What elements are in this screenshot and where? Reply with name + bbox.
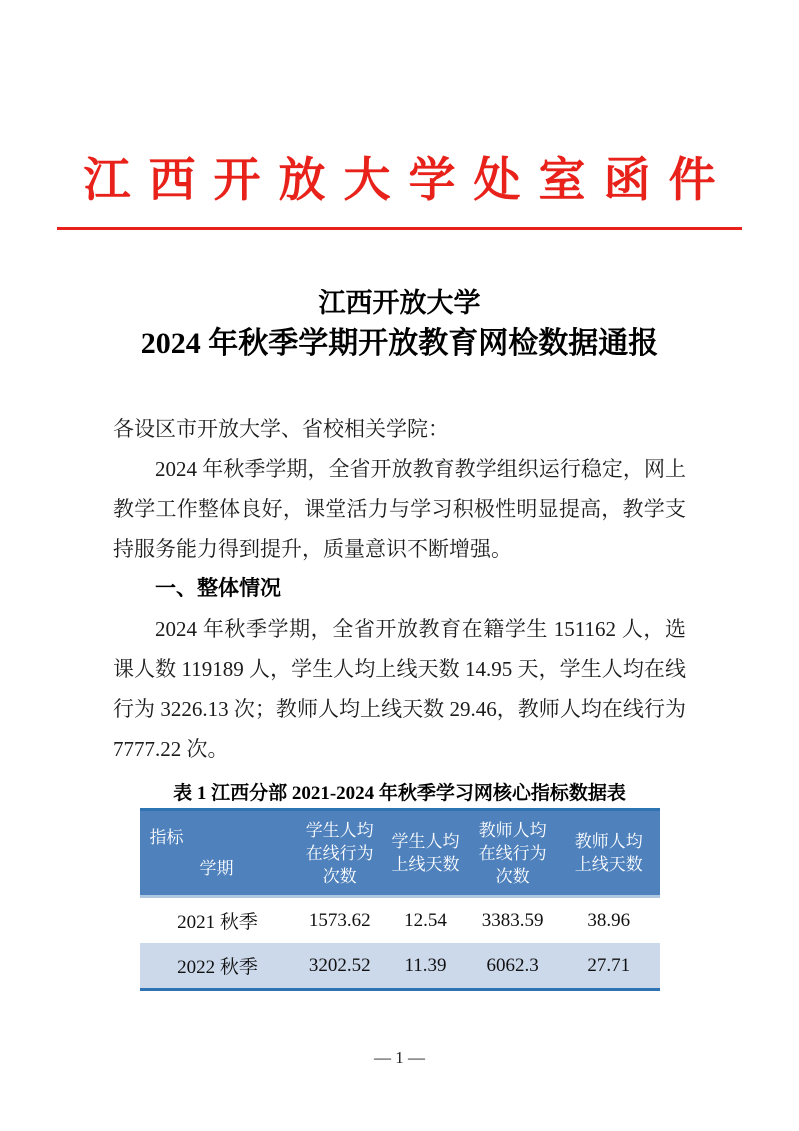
cell-teacher-actions: 6062.3 xyxy=(486,954,539,976)
header-student-online-days: 学生人均 上线天数 xyxy=(391,832,460,874)
core-indicators-table xyxy=(140,808,660,991)
table-row-2021 xyxy=(140,897,660,944)
cell-student-actions: 1573.62 xyxy=(308,909,371,931)
table-header-row xyxy=(140,810,660,897)
cell-teacher-days: 27.71 xyxy=(587,954,631,976)
cell-student-days: 11.39 xyxy=(404,954,447,976)
header-corner-cell xyxy=(140,810,296,897)
doc-title xyxy=(0,286,799,364)
cell-teacher-actions: 3383.59 xyxy=(481,909,544,931)
cell-teacher-days: 38.96 xyxy=(587,909,631,931)
body-text xyxy=(113,409,686,769)
section-heading-overall: 一、整体情况 xyxy=(155,577,281,600)
table-row-2022 xyxy=(140,943,660,990)
salutation: 各设区市开放大学、省校相关学院： xyxy=(113,417,449,441)
table-header xyxy=(140,810,660,897)
doc-title-line2: 2024 年秋季学期开放教育网检数据通报 xyxy=(140,327,659,360)
header-student-online-actions: 学生人均 在线行为 次数 xyxy=(305,820,374,886)
header-teacher-online-days: 教师人均 上线天数 xyxy=(574,832,643,874)
paragraph-overview: 2024 年秋季学期，全省开放教育教学组织运行稳定，网上教学工作整体良好，课堂活力与学习积极性明显提高，教学支持服务能力得到提升，质量意识不断增强。 xyxy=(113,457,686,561)
header-corner-indicator-label: 指标 xyxy=(149,828,184,847)
letterhead-title: 江西开放大学处室函件 xyxy=(83,155,734,207)
cell-student-days: 12.54 xyxy=(404,909,447,931)
page-number: — 1 — xyxy=(374,1048,425,1067)
doc-title-line1: 江西开放大学 xyxy=(318,288,481,318)
table-caption: 表 1 江西分部 2021-2024 年秋季学习网核心指标数据表 xyxy=(173,783,626,804)
cell-semester: 2022 秋季 xyxy=(177,957,258,978)
header-corner-semester-label: 学期 xyxy=(199,859,234,878)
letterhead-rule xyxy=(57,227,742,230)
cell-semester: 2021 秋季 xyxy=(177,912,258,933)
header-teacher-online-actions: 教师人均 在线行为 次数 xyxy=(478,820,547,886)
paragraph-statistics: 2024 年秋季学期，全省开放教育在籍学生 151162 人，选课人数 119189 人，学生人均上线天数 14.95 天，学生人均在线行为 3226.13 次；教师人均上线天数 29.46，教师人均在线行为 7777.22 次。 xyxy=(113,617,686,761)
table-body xyxy=(140,897,660,990)
cell-student-actions: 3202.52 xyxy=(308,954,371,976)
